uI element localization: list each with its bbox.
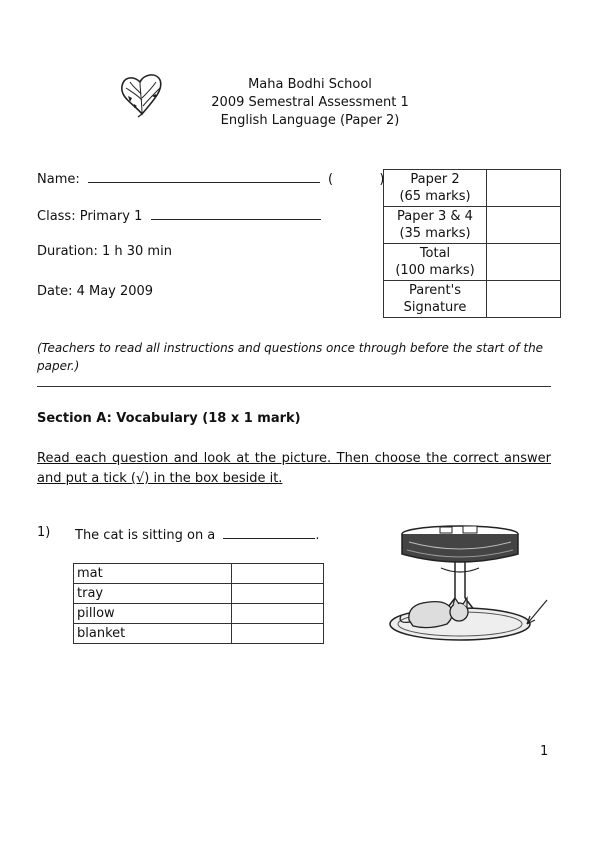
option-label: tray (74, 584, 232, 604)
class-field (37, 206, 321, 224)
option-label: blanket (74, 624, 232, 644)
index-close: ) (379, 172, 385, 187)
score-label: Paper 2 (65 marks) (384, 170, 487, 207)
score-value-cell[interactable] (487, 207, 561, 244)
score-row (384, 281, 561, 318)
duration-text: Duration: 1 h 30 min (37, 244, 172, 259)
option-label: mat (74, 564, 232, 584)
question-text: The cat is sitting on a . (75, 525, 320, 543)
option-row (74, 564, 324, 584)
score-label: Paper 3 & 4 (35 marks) (384, 207, 487, 244)
tick-box[interactable] (232, 564, 324, 584)
teacher-note: (Teachers to read all instructions and questions once through before the start of the paper.) (37, 341, 544, 373)
score-box (383, 169, 561, 318)
option-row (74, 604, 324, 624)
option-label: pillow (74, 604, 232, 624)
signature-cell[interactable] (487, 281, 561, 318)
name-blank[interactable] (88, 169, 320, 183)
tick-box[interactable] (232, 624, 324, 644)
options-table (73, 563, 324, 644)
assessment-title: 2009 Semestral Assessment 1 (211, 95, 409, 110)
section-instructions: Read each question and look at the picture. Then choose the correct answer and put a tick (√) in the box beside it. (37, 451, 551, 486)
date-text: Date: 4 May 2009 (37, 284, 154, 299)
tick-box[interactable] (232, 584, 324, 604)
name-label: Name: (37, 172, 80, 187)
question-stem: The cat is sitting on a (75, 528, 216, 543)
page-number: 1 (540, 744, 549, 759)
option-row (74, 584, 324, 604)
subject-title: English Language (Paper 2) (220, 113, 400, 128)
score-label: Parent's Signature (384, 281, 487, 318)
school-logo-leaf-icon (116, 70, 166, 118)
name-field (37, 169, 384, 187)
question-number: 1) (37, 525, 51, 540)
score-value-cell[interactable] (487, 170, 561, 207)
option-row (74, 624, 324, 644)
class-blank[interactable] (151, 206, 321, 220)
score-row (384, 207, 561, 244)
tick-box[interactable] (232, 604, 324, 624)
class-label: Class: Primary 1 (37, 209, 143, 224)
paper-header (160, 76, 460, 130)
answer-blank (223, 525, 315, 539)
score-row (384, 244, 561, 281)
school-name: Maha Bodhi School (248, 77, 372, 92)
score-value-cell[interactable] (487, 244, 561, 281)
index-open: ( (328, 172, 334, 187)
score-row (384, 170, 561, 207)
section-title: Section A: Vocabulary (18 x 1 mark) (37, 411, 301, 426)
divider-line (37, 386, 551, 387)
score-label: Total (100 marks) (384, 244, 487, 281)
cat-on-mat-illustration (385, 512, 555, 652)
